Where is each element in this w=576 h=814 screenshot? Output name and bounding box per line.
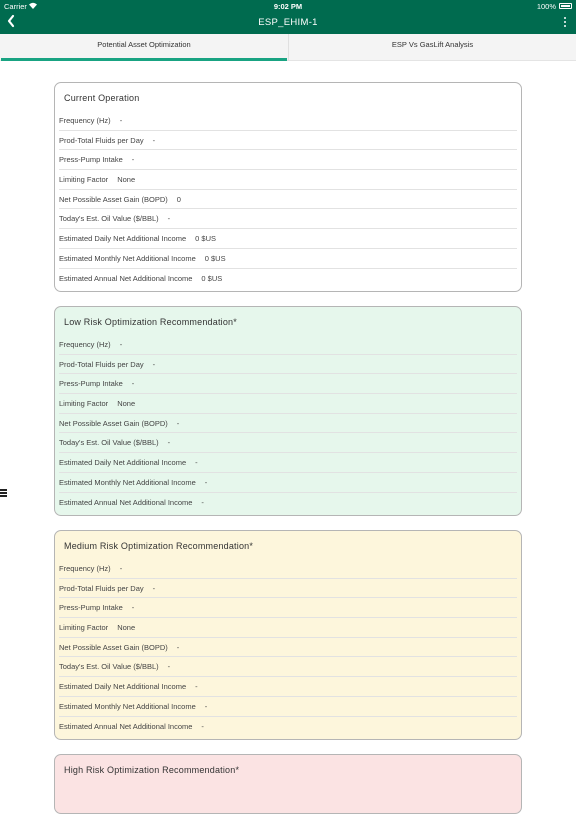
page-title: ESP_EHIM-1 [258,17,318,28]
row-label: Net Possible Asset Gain (BOPD) [59,418,168,428]
row-value: - [119,564,123,573]
row-label: Estimated Annual Net Additional Income [59,721,193,731]
row-label: Estimated Daily Net Additional Income [59,682,187,692]
row-value: - [176,642,180,652]
row-label: Press-Pump Intake [59,603,123,613]
row-label: Frequency (Hz) [59,116,111,125]
row-value: - [131,603,135,613]
row-value: - [152,359,156,369]
row-value: - [204,477,208,487]
row-label: Estimated Monthly Net Additional Income [59,701,196,711]
card-title: High Risk Optimization Recommendation* [64,765,240,775]
list-item [59,355,517,375]
list-item [59,657,517,677]
battery-icon [559,3,572,9]
row-label: Limiting Factor [59,399,109,409]
current-operation-card [54,82,522,292]
row-value: 0 $US [201,273,223,283]
carrier-label: Carrier [4,2,27,11]
row-value: None [117,175,136,185]
list-item [59,190,517,210]
row-value: - [167,662,171,672]
row-value: - [204,701,208,711]
row-label: Estimated Annual Net Additional Income [59,497,193,507]
card-title: Low Risk Optimization Recommendation* [64,317,237,327]
list-item [59,111,517,131]
hamburger-menu-icon[interactable] [0,489,8,499]
row-value: - [195,458,198,468]
card-title: Medium Risk Optimization Recommendation* [64,541,254,551]
list-item [59,453,517,473]
row-value: - [131,155,135,165]
row-label: Estimated Annual Net Additional Income [59,273,193,283]
tab-esp-vs-gaslift-analysis[interactable]: ESP Vs GasLift Analysis [288,34,576,61]
list-item [59,209,517,229]
tab-potential-asset-optimization[interactable]: Potential Asset Optimization [0,34,288,61]
row-label: Today's Est. Oil Value ($/BBL) [59,214,159,224]
row-label: Limiting Factor [59,175,109,185]
list-item [59,598,517,618]
row-value: 0 $US [195,234,217,244]
high-risk-card [54,754,522,814]
row-value: 0 [176,194,181,204]
row-value: None [117,399,136,409]
row-value: - [176,418,180,428]
row-label: Estimated Monthly Net Additional Income [59,477,196,487]
low-risk-card [54,306,522,516]
list-item [59,394,517,414]
row-value: - [201,497,204,507]
row-label: Frequency (Hz) [59,564,111,573]
nav-bar [0,12,576,34]
list-item [59,579,517,599]
row-value: - [201,721,204,731]
row-label: Today's Est. Oil Value ($/BBL) [59,662,159,672]
row-label: Today's Est. Oil Value ($/BBL) [59,438,159,448]
battery-percent: 100% [536,2,556,11]
vertical-dots-icon[interactable] [562,15,568,31]
row-label: Prod-Total Fluids per Day [59,583,144,593]
row-value: - [167,214,171,224]
list-item [59,269,517,289]
row-value: - [152,583,156,593]
list-item [59,229,517,249]
list-item [59,493,517,513]
row-value: - [131,379,135,389]
row-value: - [195,682,198,692]
list-item [59,618,517,638]
row-value: None [117,623,136,633]
row-label: Prod-Total Fluids per Day [59,359,144,369]
medium-risk-card [54,530,522,740]
list-item [59,638,517,658]
list-item [59,717,517,737]
row-label: Press-Pump Intake [59,379,123,389]
row-value: - [119,116,123,125]
list-item [59,150,517,170]
row-label: Frequency (Hz) [59,340,111,349]
row-label: Prod-Total Fluids per Day [59,135,144,145]
list-item [59,374,517,394]
tab-bar [0,34,576,61]
row-label: Estimated Daily Net Additional Income [59,234,187,244]
list-item [59,414,517,434]
list-item [59,335,517,355]
row-label: Limiting Factor [59,623,109,633]
list-item [59,433,517,453]
row-label: Estimated Monthly Net Additional Income [59,253,196,263]
list-item [59,249,517,269]
clock: 9:02 PM [273,2,303,11]
row-label: Net Possible Asset Gain (BOPD) [59,642,168,652]
card-title: Current Operation [64,93,140,103]
row-value: - [119,340,123,349]
row-value: - [152,135,156,145]
list-item [59,473,517,493]
list-item [59,170,517,190]
row-value: - [167,438,171,448]
row-label: Estimated Daily Net Additional Income [59,458,187,468]
row-label: Net Possible Asset Gain (BOPD) [59,194,168,204]
list-item [59,697,517,717]
list-item [59,677,517,697]
row-label: Press-Pump Intake [59,155,123,165]
list-item [59,559,517,579]
status-bar [0,0,576,12]
row-value: 0 $US [204,253,226,263]
list-item [59,131,517,151]
